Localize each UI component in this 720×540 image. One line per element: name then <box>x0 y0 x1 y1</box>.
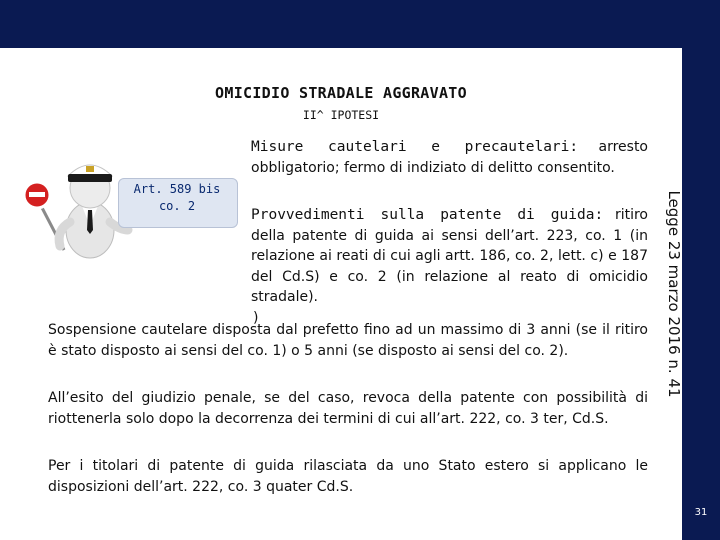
license-measures-paragraph <box>251 205 648 308</box>
right-band <box>682 48 720 540</box>
revocation-paragraph: All’esito del giudizio penale, se del caso, revoca della patente con possibilità di riottenerla solo dopo la decorrenza dei termini di cui all’art. 222, co. 3 ter, Cd.S. <box>48 390 648 427</box>
stray-parenthesis: ) <box>253 310 259 326</box>
precautionary-measures-paragraph <box>251 137 648 178</box>
slide-subtitle: II^ IPOTESI <box>302 108 380 122</box>
license-measures-heading: Provvedimenti sulla patente di guida: <box>251 207 604 223</box>
suspension-paragraph: Sospensione cautelare disposta dal prefetto fino ad un massimo di 3 anni (se il ritiro è stato disposto ai sensi del co. 1) o 5 anni (se disposto ai sensi del co. 2). <box>48 322 648 359</box>
side-label: Legge 23 marzo 2016 n. 41 <box>665 190 683 398</box>
top-band <box>0 0 720 48</box>
article-badge-line: Art. 589 bis co. 2 <box>133 182 221 213</box>
precautionary-measures-heading: Misure cautelari e precautelari: <box>251 139 579 155</box>
article-badge-text <box>118 181 236 215</box>
license-measures-text: ritiro della patente di guida ai sensi dell’art. 223, co. 1 (in relazione ai reati di cui agli artt. 186, co. 2, lett. c) e 187 del Cd.S) e co. 2 (in relazione al reato di omicidio stradale). <box>251 207 648 305</box>
foreign-license-paragraph: Per i titolari di patente di guida rilasciata da uno Stato estero si applicano le disposizioni dell’art. 222, co. 3 quater Cd.S. <box>48 458 648 495</box>
page-number: 31 <box>694 507 708 518</box>
precautionary-measures-text: arresto obbligatorio; fermo di indiziato di delitto consentito. <box>251 139 648 176</box>
slide-title: OMICIDIO STRADALE AGGRAVATO <box>215 84 467 102</box>
